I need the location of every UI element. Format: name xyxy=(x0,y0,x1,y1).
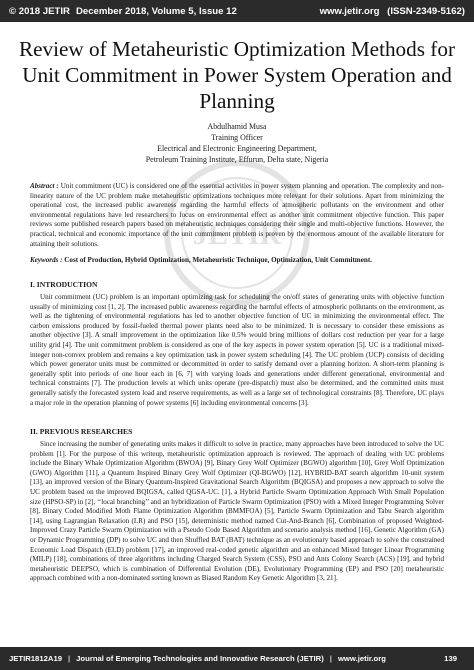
abstract xyxy=(30,182,444,249)
website-link[interactable]: www.jetir.org xyxy=(319,5,380,17)
footer-website-link[interactable]: www.jetir.org xyxy=(337,654,386,663)
journal-header-bar xyxy=(0,0,474,22)
issue-text: December 2018, Volume 5, Issue 12 xyxy=(75,5,237,17)
introduction-paragraph: Unit commitment (UC) problem is an important optimizing task for scheduling the on/off states of generating units with objective function usually of minimizing cost [1, 2]. The increased public awareness regarding the harmful effects of atmospheric pollutants on the environment, as well as the tightening of environmental regulations has led to another objective function of UC in minimizing the environmental effect. The carbon emissions produced by fossil-fueled thermal power plants need also to be minimized. It is necessary to consider these emissions as another objective [3]. A small improvement in the optimization like 0.5% would bring millions of dollars cost reduction per year for a large utility grid [4]. The unit commitment problem is considered as one of the key aspects in power system operation [5]. UC is a traditional mixed-integer non-convex problem and remains a key optimization task in power system scheduling [4]. The UC problem (UCP) consists of deciding which power generator units must be committed or decommitted in order to satisfy demand over a planning horizon. A short-term planning is generally split into periods of one hour each in [6, 7] with varying loads and generations under different generational, environmental and technical constraints [7]. The production levels at which units operate (pre-dispatch) must also be determined, and the committed units must generally satisfy the forecasted system load and reserve requirements, as well as a large set of technological constraints [8]. Therefore, UC plays a major role in the operation planning of power systems [6] including environmental concerns [3]. xyxy=(30,293,444,407)
section-heading-previous-researches: II. PREVIOUS RESEARCHES xyxy=(30,427,133,436)
keywords-text: Cost of Production, Hybrid Optimization, Metaheuristic Technique, Optimization, Unit Commitment. xyxy=(64,256,372,264)
paper-title: Review of Metaheuristic Optimization Methods for Unit Commitment in Power System Operation and Planning xyxy=(18,37,455,113)
copyright-text: © 2018 JETIR xyxy=(9,5,70,17)
keywords xyxy=(30,256,444,266)
issn-text: (ISSN-2349-5162) xyxy=(387,5,465,17)
abstract-text: Unit commitment (UC) is considered one of the essential activities in power system planning and operation. The complexity and non-linearity nature of the UC problem make metaheuristic optimizations techniques more relevant for their solutions. Apart from minimizing the operational cost, the increased public awareness regarding the harmful effects of atmospheric pollutants on the environment and other environmental regulations have led researchers to focus on environmental effect as another unit commitment objective function. This paper reviews some published research papers based on metaheuristic techniques considering their single and multi-objective functions. However, the practical, technical and economic importance of the unit commitment problem is proven by the enormous amount of the available literature for attaining their solutions. xyxy=(30,182,444,248)
previous-researches-paragraph: Since increasing the number of generating units makes it difficult to solve in practice, many approaches have been introduced to solve the UC problem [1]. For the purpose of this writeup, metaheuristic optimization approach is reviewed. The approach of dealing with UC problems include the Binary Whale Optimization Algorithm (BWOA) [9], Binary Grey Wolf Optimizer (BGWO) algorithm [10], Grey Wolf Optimization (GWO) Algorithm [11], a Quantum Inspired Binary Grey Wolf Optimizer (QI-BGWO) [12], HYBRID-BAT search algorithm 10-unit system [13], an improved version of the Binary Quantum-Inspired Gravitational Search Algorithm (BQIGSA) and proposes a new approach to solve the UC problem based on the improved BQIGSA, called QGSA-UC. [1], a Hybrid Particle Swarm Optimization Approach With Small Population size (HPSO-SP) in [2], ‘‘local branching’’ and an hybridization of Particle Swarm Optimization (PSO) with a Mixed Integer Programming Solver [8], Binary Coded Modified Moth Flame Optimization Algorithm (BMMFOA) [5], Particle Swarm Optimization and Tabu Search algorithm [14], using Lagrangian Relaxation (LR) and PSO [15], deterministic method named Cut-And-Branch [6], Combination of proposed Weighted-Improved Crazy Particle Swarm Optimization with a Pseudo Code Based Algorithm and scenario analysis method [16], Genetic Algorithm (GA) or Dynamic Programming (DP) to solve UC and then Shuffled BAT (BAT) technique as an evolutionary based approach to solve the constrained Economic Load Dispatch (ELD) problem [17], an improved real-coded genetic algorithm and an enhanced Mixed Integer Linear Programming (MILP) [18], combinations of three algorithms including Charged Search System (CSS), PSO and Ants Colony Search (ACS) [19], and hybrid metaheuristic DEEPSO, which is combination of Differential Evolution (DE), Evolutionary Programming (EP) and PSO [20] metaheuristic approach combined with a non-dominated sorting known as Biased Random Key Genetic Algorithm [3, 21]. xyxy=(30,440,444,583)
author-institution: Petroleum Training Institute, Effurun, Delta state, Nigeria xyxy=(145,155,329,164)
paper-id: JETIR1812A19 xyxy=(9,654,62,663)
author-block xyxy=(30,121,444,165)
page-number: 139 xyxy=(444,654,457,663)
abstract-label: Abstract : xyxy=(30,182,59,190)
author-name: Abdulhamid Musa xyxy=(207,122,267,131)
watermark-text: JETIR xyxy=(192,218,282,251)
journal-footer-bar xyxy=(0,647,474,670)
author-role: Training Officer xyxy=(211,133,263,142)
footer-divider: | xyxy=(329,654,332,663)
footer-divider: | xyxy=(68,654,71,663)
section-heading-introduction: I. INTRODUCTION xyxy=(30,280,98,289)
keywords-label: Keywords : xyxy=(30,256,63,264)
header-right xyxy=(320,6,465,17)
author-department: Electrical and Electronic Engineering Department, xyxy=(157,144,317,153)
journal-name: Journal of Emerging Technologies and Innovative Research (JETIR) xyxy=(76,654,324,663)
